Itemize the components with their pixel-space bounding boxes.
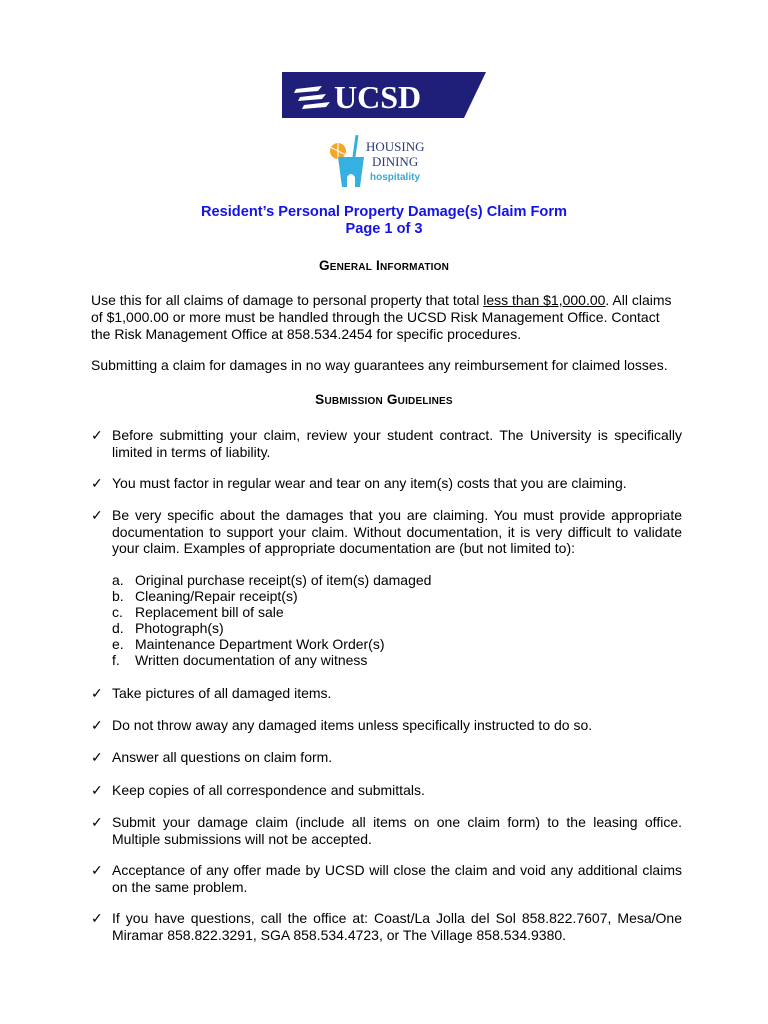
documentation-list-item: b. Cleaning/Repair receipt(s) [112, 588, 298, 604]
guideline-item: Do not throw away any damaged items unless specifically instructed to do so. [112, 717, 593, 733]
guideline-item: Be very specific about the damages that you are claiming. You must provide appropriate documentation to support your claim. Without documentation, it is very difficult to validate your claim. Examples of appropriate documentation are (but not limited to): [112, 507, 682, 556]
ucsd-logo-text: UCSD [334, 79, 422, 115]
guideline-item: If you have questions, call the office at: Coast/La Jolla del Sol 858.822.7607, Mesa/One Miramar 858.822.3291, SGA 858.534.4723, or The Village 858.534.9380. [112, 910, 682, 943]
checkmark-icon: ✓ [91, 685, 103, 701]
checkmark-icon: ✓ [91, 862, 103, 878]
checkmark-icon: ✓ [91, 427, 103, 443]
guideline-item: Take pictures of all damaged items. [112, 685, 332, 701]
submission-guidelines-heading: Submission Guidelines [315, 392, 453, 407]
checkmark-icon: ✓ [91, 814, 103, 830]
documentation-list-item: f. Written documentation of any witness [112, 652, 368, 668]
form-title: Resident’s Personal Property Damage(s) Claim Form [200, 204, 568, 220]
documentation-list-item: c. Replacement bill of sale [112, 604, 284, 620]
documentation-list-item: e. Maintenance Department Work Order(s) [112, 636, 385, 652]
guideline-item: Keep copies of all correspondence and submittals. [112, 782, 425, 798]
guideline-item: Answer all questions on claim form. [112, 749, 333, 765]
housing-text: HOUSING [366, 139, 425, 154]
page-number: Page 1 of 3 [345, 221, 423, 237]
checkmark-icon: ✓ [91, 749, 103, 765]
ucsd-logo [282, 72, 486, 118]
general-information-heading: General Information [318, 258, 450, 273]
checkmark-icon: ✓ [91, 717, 103, 733]
housing-dining-hospitality-logo [328, 133, 442, 189]
guideline-item: Before submitting your claim, review your student contract. The University is specifically limited in terms of liability. [112, 427, 682, 460]
hospitality-text: hospitality [370, 172, 421, 183]
checkmark-icon: ✓ [91, 475, 103, 491]
checkmark-icon: ✓ [91, 782, 103, 798]
guideline-item: Acceptance of any offer made by UCSD will close the claim and void any additional claims on the same problem. [112, 862, 682, 895]
guideline-item: You must factor in regular wear and tear on any item(s) costs that you are claiming. [112, 475, 627, 491]
documentation-list-item: a. Original purchase receipt(s) of item(s) damaged [112, 572, 432, 588]
checkmark-icon: ✓ [91, 507, 103, 523]
general-info-paragraph: Use this for all claims of damage to personal property that total less than $1,000.00. All claims of $1,000.00 or more must be handled through the UCSD Risk Management Office. Contact the Risk Management Office at 858.534.2454 for specific procedures. [91, 292, 672, 342]
checkmark-icon: ✓ [91, 910, 103, 926]
no-guarantee-paragraph: Submitting a claim for damages in no way guarantees any reimbursement for claimed losses. [91, 357, 668, 373]
documentation-list-item: d. Photograph(s) [112, 620, 224, 636]
dining-text: DINING [372, 154, 419, 169]
guideline-item: Submit your damage claim (include all items on one claim form) to the leasing office. Multiple submissions will not be accepted. [112, 814, 682, 847]
